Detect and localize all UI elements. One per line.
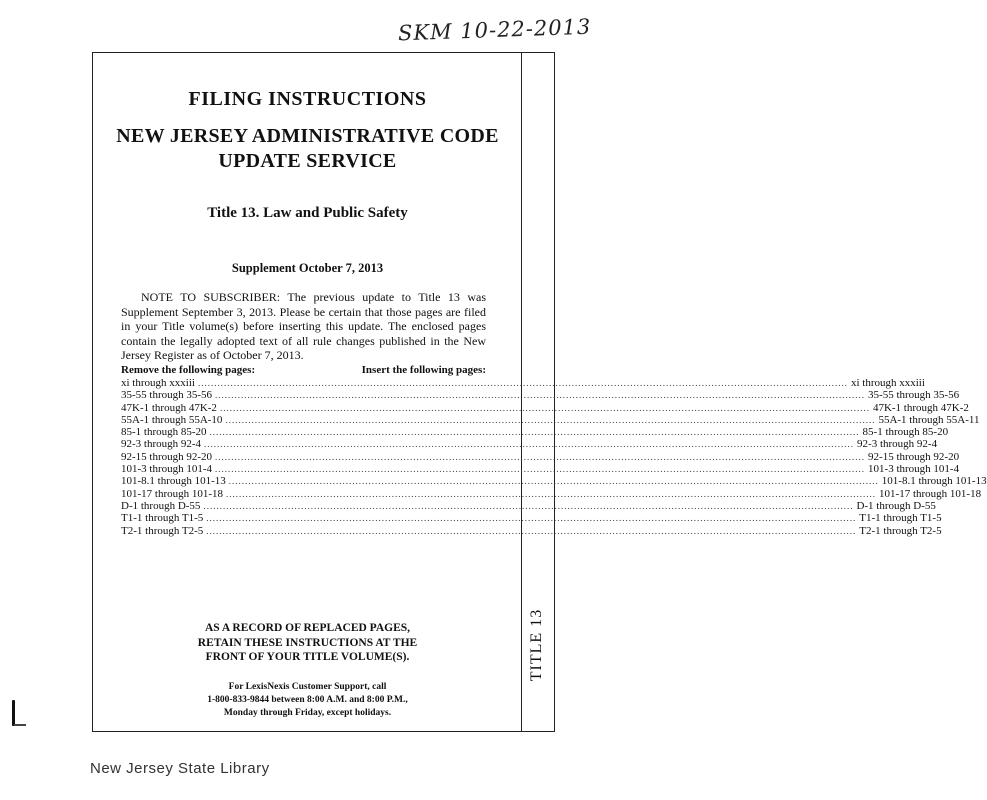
table-row bbox=[121, 450, 960, 463]
support-line3: Monday through Friday, except holidays. bbox=[223, 708, 392, 718]
remove-pages: T2-1 through T2-5 bbox=[121, 524, 204, 537]
filing-instructions-heading: FILING INSTRUCTIONS bbox=[188, 88, 427, 110]
table-row bbox=[121, 463, 960, 476]
record-line2: RETAIN THESE INSTRUCTIONS AT THE bbox=[197, 636, 418, 649]
insert-pages: 92-3 through 92-4 bbox=[857, 438, 938, 451]
library-stamp: New Jersey State Library bbox=[90, 760, 270, 777]
table-row bbox=[121, 438, 938, 451]
leader-dots: ........................................................................................................................................................................................................ bbox=[219, 402, 870, 413]
remove-pages: 92-15 through 92-20 bbox=[121, 450, 213, 463]
page-list-header bbox=[121, 364, 486, 377]
insert-pages: 101-3 through 101-4 bbox=[868, 463, 960, 476]
code-heading-line2: UPDATE SERVICE bbox=[218, 150, 397, 172]
code-heading bbox=[100, 124, 515, 174]
insert-pages: 47K-1 through 47K-2 bbox=[872, 401, 969, 414]
leader-dots: ........................................................................................................................................................................................................ bbox=[206, 525, 857, 536]
page-list-rows bbox=[121, 377, 987, 537]
leader-dots: ........................................................................................................................................................................................................ bbox=[203, 500, 854, 511]
table-row bbox=[121, 524, 942, 537]
record-line1: AS A RECORD OF REPLACED PAGES, bbox=[204, 622, 411, 634]
support-line2: 1-800-833-9844 between 8:00 A.M. and 8:00 P.M., bbox=[207, 695, 408, 705]
support-notice bbox=[100, 681, 515, 720]
record-line3: FRONT OF YOUR TITLE VOLUME(S). bbox=[205, 651, 410, 663]
record-notice bbox=[100, 621, 515, 665]
insert-pages: T1-1 through T1-5 bbox=[859, 512, 942, 525]
remove-heading: Remove the following pages: bbox=[121, 364, 256, 376]
table-row bbox=[121, 512, 942, 525]
side-tab bbox=[519, 600, 555, 690]
leader-dots: ........................................................................................................................................................................................................ bbox=[204, 439, 855, 450]
leader-dots: ........................................................................................................................................................................................................ bbox=[209, 427, 860, 438]
leader-dots: ........................................................................................................................................................................................................ bbox=[215, 451, 866, 462]
insert-heading: Insert the following pages: bbox=[361, 364, 486, 376]
insert-pages: 35-55 through 35-56 bbox=[868, 389, 960, 402]
leader-dots: ........................................................................................................................................................................................................ bbox=[225, 414, 876, 425]
handwritten-annotation: SKM 10-22-2013 bbox=[397, 14, 592, 46]
insert-pages: 55A-1 through 55A-11 bbox=[878, 413, 980, 426]
subscriber-note: NOTE TO SUBSCRIBER: The previous update to Title 13 was Supplement September 3, 2013. Please be certain that those pages are filed in your Title volume(s) before inserting this update. The enclosed pages contain the legally adopted text of all rule changes published in the New Jersey Register as of October 7, 2013. bbox=[121, 290, 486, 362]
leader-dots: ........................................................................................................................................................................................................ bbox=[197, 378, 848, 388]
remove-pages: 92-3 through 92-4 bbox=[121, 438, 202, 451]
remove-pages: 47K-1 through 47K-2 bbox=[121, 401, 217, 414]
leader-dots: ........................................................................................................................................................................................................ bbox=[226, 488, 877, 499]
code-heading-line1: NEW JERSEY ADMINISTRATIVE CODE bbox=[116, 125, 499, 147]
insert-pages: T2-1 through T2-5 bbox=[859, 524, 942, 537]
margin-mark bbox=[12, 700, 15, 726]
insert-pages: 92-15 through 92-20 bbox=[868, 450, 960, 463]
remove-pages: 101-3 through 101-4 bbox=[121, 463, 213, 476]
leader-dots: ........................................................................................................................................................................................................ bbox=[215, 390, 866, 401]
remove-pages: 85-1 through 85-20 bbox=[121, 426, 207, 439]
insert-pages: xi through xxxiii bbox=[850, 377, 925, 389]
remove-pages: T1-1 through T1-5 bbox=[121, 512, 204, 525]
table-row bbox=[121, 426, 949, 439]
remove-pages: D-1 through D-55 bbox=[121, 499, 201, 512]
table-row bbox=[121, 487, 982, 500]
page-list bbox=[121, 364, 987, 537]
table-row bbox=[121, 475, 987, 488]
leader-dots: ........................................................................................................................................................................................................ bbox=[215, 464, 866, 475]
table-row bbox=[121, 377, 925, 389]
insert-pages: 101-17 through 101-18 bbox=[879, 487, 982, 500]
remove-pages: 101-8.1 through 101-13 bbox=[121, 475, 226, 488]
remove-pages: 55A-1 through 55A-10 bbox=[121, 413, 223, 426]
margin-tick bbox=[14, 724, 26, 726]
table-row bbox=[121, 389, 960, 402]
title-heading: Title 13. Law and Public Safety bbox=[207, 205, 408, 221]
side-tab-label: TITLE 13 bbox=[528, 608, 546, 682]
leader-dots: ........................................................................................................................................................................................................ bbox=[206, 513, 857, 524]
leader-dots: ........................................................................................................................................................................................................ bbox=[228, 476, 879, 487]
table-row bbox=[121, 413, 980, 426]
remove-pages: xi through xxxiii bbox=[121, 377, 195, 389]
support-line1: For LexisNexis Customer Support, call bbox=[228, 682, 387, 692]
remove-pages: 35-55 through 35-56 bbox=[121, 389, 213, 402]
remove-pages: 101-17 through 101-18 bbox=[121, 487, 224, 500]
insert-pages: 85-1 through 85-20 bbox=[862, 426, 949, 439]
table-row bbox=[121, 499, 936, 512]
insert-pages: D-1 through D-55 bbox=[856, 499, 936, 512]
insert-pages: 101-8.1 through 101-13 bbox=[881, 475, 987, 488]
table-row bbox=[121, 401, 969, 414]
supplement-heading: Supplement October 7, 2013 bbox=[231, 261, 384, 275]
